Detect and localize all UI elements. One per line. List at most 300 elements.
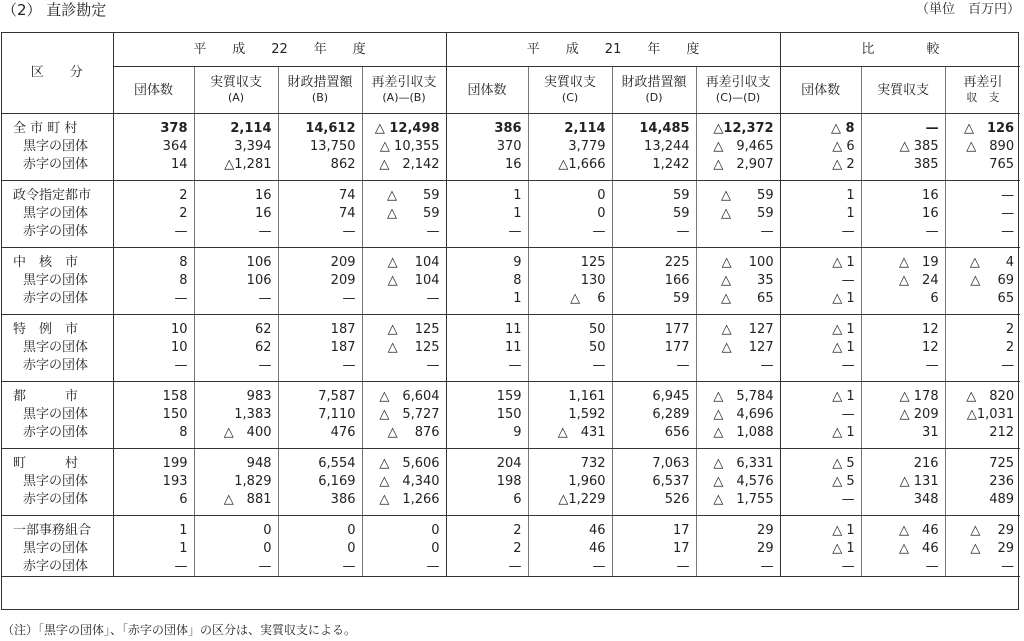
table-cell: 0 bbox=[194, 540, 278, 558]
table-cell: 212 bbox=[945, 424, 1020, 449]
table-cell: △ 104 bbox=[362, 248, 446, 273]
table-cell: 0 bbox=[278, 540, 362, 558]
table-cell: △ 1 bbox=[780, 516, 861, 541]
table-cell: 1 bbox=[780, 205, 861, 223]
table-cell: 370 bbox=[446, 138, 528, 156]
table-cell: 6 bbox=[446, 491, 528, 516]
table-row bbox=[1, 138, 1020, 156]
row-label: 一部事務組合 bbox=[1, 516, 113, 541]
table-cell: 13,750 bbox=[278, 138, 362, 156]
column-header-main: 団体数 bbox=[801, 82, 841, 98]
table-cell: △ 9,465 bbox=[696, 138, 780, 156]
table-cell: 12 bbox=[861, 339, 945, 357]
row-label: 赤字の団体 bbox=[1, 156, 113, 181]
table-cell: △ 125 bbox=[362, 339, 446, 357]
table-row bbox=[1, 473, 1020, 491]
table-cell: 1,242 bbox=[612, 156, 696, 181]
table-cell: 6,289 bbox=[612, 406, 696, 424]
table-cell: 74 bbox=[278, 181, 362, 206]
column-header bbox=[194, 67, 278, 114]
table-cell: 1 bbox=[446, 290, 528, 315]
row-label: 赤字の団体 bbox=[1, 223, 113, 248]
table-cell: △ 4 bbox=[969, 255, 1015, 270]
column-header-main: 財政措置額 bbox=[621, 75, 687, 90]
table-cell: — bbox=[194, 558, 278, 577]
table-cell: — bbox=[113, 357, 194, 382]
table-cell: 159 bbox=[446, 382, 528, 407]
table-cell: — bbox=[278, 558, 362, 577]
column-header-main: 再差引収支 bbox=[371, 75, 437, 90]
table-cell: △1,281 bbox=[194, 156, 278, 181]
data-table bbox=[1, 32, 1020, 577]
table-cell: △ 2 bbox=[780, 156, 861, 181]
table-cell: 6 bbox=[861, 290, 945, 315]
table-cell: △12,372 bbox=[696, 114, 780, 139]
table-row bbox=[1, 424, 1020, 449]
table-cell: 16 bbox=[446, 156, 528, 181]
table-cell: 1 bbox=[780, 181, 861, 206]
table-cell: 10 bbox=[113, 315, 194, 340]
column-header bbox=[278, 67, 362, 114]
column-header-main: 団体数 bbox=[133, 82, 173, 98]
table-cell: △ 1 bbox=[780, 339, 861, 357]
table-cell: 6,554 bbox=[278, 449, 362, 474]
column-header-main: 実質収支 bbox=[877, 82, 930, 98]
table-cell: △ 881 bbox=[194, 491, 278, 516]
table-cell: — bbox=[446, 357, 528, 382]
table-cell: 65 bbox=[945, 290, 1020, 315]
table-cell: △ 209 bbox=[861, 406, 945, 424]
table-cell: 10 bbox=[113, 339, 194, 357]
table-cell: 11 bbox=[446, 339, 528, 357]
table-cell: 8 bbox=[113, 248, 194, 273]
row-label: 赤字の団体 bbox=[1, 558, 113, 577]
column-header-main: 団体数 bbox=[467, 82, 507, 98]
table-cell: △ 876 bbox=[362, 424, 446, 449]
table-cell: △ 59 bbox=[362, 181, 446, 206]
table-cell: 386 bbox=[278, 491, 362, 516]
table-cell: △ 5,784 bbox=[696, 382, 780, 407]
table-cell: △ 19 bbox=[861, 248, 945, 273]
table-cell: — bbox=[780, 558, 861, 577]
table-cell: 2 bbox=[1005, 340, 1015, 355]
table-cell: 1,960 bbox=[528, 473, 612, 491]
table-cell: 2 bbox=[1005, 322, 1015, 337]
table-cell: 385 bbox=[861, 156, 945, 181]
table-cell: △ 59 bbox=[362, 205, 446, 223]
table-cell: △ 6,604 bbox=[362, 382, 446, 407]
table-cell: 7,587 bbox=[278, 382, 362, 407]
table-cell: 656 bbox=[612, 424, 696, 449]
row-label: 黒字の団体 bbox=[1, 138, 113, 156]
table-cell: 46 bbox=[528, 540, 612, 558]
row-label: 黒字の団体 bbox=[1, 406, 113, 424]
table-cell: 348 bbox=[861, 491, 945, 516]
table-row bbox=[1, 339, 1020, 357]
table-cell: — bbox=[113, 290, 194, 315]
table-row bbox=[1, 315, 1020, 340]
column-header-sub: (C)—(D) bbox=[715, 91, 761, 104]
table-cell: 1 bbox=[446, 181, 528, 206]
table-cell: 0 bbox=[362, 540, 446, 558]
table-cell: 106 bbox=[194, 248, 278, 273]
column-header bbox=[528, 67, 612, 114]
table-cell: — bbox=[945, 223, 1020, 248]
table-cell: 0 bbox=[528, 205, 612, 223]
column-header-sub: (A) bbox=[227, 91, 245, 104]
table-cell: 12 bbox=[861, 315, 945, 340]
table-cell: △ 69 bbox=[970, 273, 1015, 288]
table-cell: △ 6 bbox=[780, 138, 861, 156]
table-cell: 11 bbox=[446, 315, 528, 340]
table-cell: — bbox=[861, 114, 945, 139]
table-cell: 1,383 bbox=[194, 406, 278, 424]
table-cell: — bbox=[362, 558, 446, 577]
table-cell: 199 bbox=[113, 449, 194, 474]
table-cell: 177 bbox=[612, 339, 696, 357]
table-cell: △ 2,907 bbox=[696, 156, 780, 181]
table-cell: — bbox=[278, 223, 362, 248]
unit-label: （単位 百万円） bbox=[915, 2, 1020, 17]
column-header-sub: 収 支 bbox=[966, 91, 1000, 104]
table-cell: 6,537 bbox=[612, 473, 696, 491]
table-cell: 862 bbox=[278, 156, 362, 181]
table-cell: — bbox=[780, 223, 861, 248]
table-cell: — bbox=[612, 223, 696, 248]
table-cell: △ 1,266 bbox=[362, 491, 446, 516]
row-label: 赤字の団体 bbox=[1, 357, 113, 382]
table-cell: — bbox=[780, 272, 861, 290]
table-cell: 216 bbox=[861, 449, 945, 474]
table-cell: △ 1 bbox=[780, 424, 861, 449]
table-cell: — bbox=[945, 357, 1020, 382]
table-cell: 1 bbox=[113, 540, 194, 558]
table-cell: 59 bbox=[612, 290, 696, 315]
table-cell: — bbox=[528, 558, 612, 577]
table-cell: △ 131 bbox=[861, 473, 945, 491]
row-label: 赤字の団体 bbox=[1, 290, 113, 315]
table-cell: △ 46 bbox=[861, 540, 945, 558]
table-cell: — bbox=[362, 223, 446, 248]
column-header bbox=[362, 67, 446, 114]
table-cell: 187 bbox=[278, 339, 362, 357]
page-title: （2） 直診勘定 bbox=[2, 1, 107, 19]
table-cell: △ 1 bbox=[780, 540, 861, 558]
table-cell: 9 bbox=[446, 424, 528, 449]
table-cell: △ 6,331 bbox=[696, 449, 780, 474]
table-cell: 378 bbox=[113, 114, 194, 139]
table-cell: △ 10,355 bbox=[362, 138, 446, 156]
table-cell: 489 bbox=[945, 491, 1020, 516]
table-row bbox=[1, 290, 1020, 315]
table-cell: △ 12,498 bbox=[362, 114, 446, 139]
table-row bbox=[1, 406, 1020, 424]
column-header bbox=[113, 67, 194, 114]
table-cell: 16 bbox=[861, 181, 945, 206]
table-cell: 150 bbox=[113, 406, 194, 424]
table-cell: — bbox=[113, 223, 194, 248]
table-cell: △ 400 bbox=[194, 424, 278, 449]
table-cell: — bbox=[780, 491, 861, 516]
table-cell: 526 bbox=[612, 491, 696, 516]
table-cell: △ 126 bbox=[963, 121, 1015, 136]
column-header-main: 実質収支 bbox=[209, 75, 262, 90]
table-cell: 1,161 bbox=[528, 382, 612, 407]
table-cell: — bbox=[194, 223, 278, 248]
footnote: （注）「黒字の団体」、「赤字の団体」の区分は、実質収支による。 bbox=[2, 623, 357, 637]
table-row bbox=[1, 272, 1020, 290]
table-cell: 0 bbox=[194, 516, 278, 541]
table-cell: — bbox=[861, 558, 945, 577]
column-header bbox=[696, 67, 780, 114]
table-cell: 17 bbox=[612, 516, 696, 541]
table-cell: △ 5,606 bbox=[362, 449, 446, 474]
table-cell: △ 5 bbox=[780, 449, 861, 474]
table-cell: — bbox=[1001, 206, 1015, 221]
table-cell: △ 29 bbox=[970, 541, 1015, 556]
table-cell: 209 bbox=[278, 248, 362, 273]
table-cell: — bbox=[194, 357, 278, 382]
table-row bbox=[1, 205, 1020, 223]
table-cell: — bbox=[780, 357, 861, 382]
column-header bbox=[446, 67, 528, 114]
table-cell: △ 6 bbox=[528, 290, 612, 315]
table-cell: △1,666 bbox=[528, 156, 612, 181]
table-cell: 14,612 bbox=[278, 114, 362, 139]
column-header-sub: (D) bbox=[645, 91, 663, 104]
column-header bbox=[612, 67, 696, 114]
table-cell: △ 385 bbox=[861, 138, 945, 156]
row-label: 都 市 bbox=[1, 382, 113, 407]
column-header bbox=[861, 67, 945, 114]
table-cell: 46 bbox=[528, 516, 612, 541]
row-label: 黒字の団体 bbox=[1, 473, 113, 491]
group-header-h21: 平 成 21 年 度 bbox=[446, 32, 780, 67]
table-row bbox=[1, 491, 1020, 516]
table-cell: △ 1,755 bbox=[696, 491, 780, 516]
table-cell: 16 bbox=[194, 205, 278, 223]
table-cell: 1 bbox=[446, 205, 528, 223]
table-cell: 3,394 bbox=[194, 138, 278, 156]
table-cell: △ 59 bbox=[696, 181, 780, 206]
table-cell: 1,592 bbox=[528, 406, 612, 424]
table-cell: △ 431 bbox=[528, 424, 612, 449]
table-cell: — bbox=[945, 558, 1020, 577]
table-cell: 8 bbox=[446, 272, 528, 290]
table-cell: — bbox=[612, 558, 696, 577]
table-cell: — bbox=[446, 223, 528, 248]
table-cell: △1,031 bbox=[966, 407, 1015, 422]
table-cell: 130 bbox=[528, 272, 612, 290]
table-cell: — bbox=[362, 290, 446, 315]
table-cell: — bbox=[696, 223, 780, 248]
table-row bbox=[1, 248, 1020, 273]
table-cell: 765 bbox=[945, 156, 1020, 181]
table-cell: △ 1 bbox=[780, 382, 861, 407]
table-cell: △ 29 bbox=[970, 523, 1015, 538]
table-row bbox=[1, 223, 1020, 248]
table-cell: 6 bbox=[113, 491, 194, 516]
table-cell: — bbox=[1001, 188, 1015, 203]
column-header-sub: (B) bbox=[311, 91, 329, 104]
table-cell: 0 bbox=[528, 181, 612, 206]
row-label: 赤字の団体 bbox=[1, 491, 113, 516]
table-cell: 16 bbox=[194, 181, 278, 206]
table-cell: — bbox=[612, 357, 696, 382]
table-cell: △ 4,576 bbox=[696, 473, 780, 491]
table-cell: — bbox=[446, 558, 528, 577]
table-cell: △ 1 bbox=[780, 248, 861, 273]
row-label: 黒字の団体 bbox=[1, 205, 113, 223]
table-cell: 476 bbox=[278, 424, 362, 449]
table-cell: — bbox=[362, 357, 446, 382]
table-cell: △ 127 bbox=[696, 339, 780, 357]
table-cell: 7,063 bbox=[612, 449, 696, 474]
table-cell: 13,244 bbox=[612, 138, 696, 156]
row-label: 黒字の団体 bbox=[1, 272, 113, 290]
table-cell: 125 bbox=[528, 248, 612, 273]
table-row bbox=[1, 516, 1020, 541]
table-cell: 2 bbox=[446, 516, 528, 541]
table-cell: 725 bbox=[989, 456, 1015, 471]
table-cell: 150 bbox=[446, 406, 528, 424]
table-cell: 74 bbox=[278, 205, 362, 223]
table-row bbox=[1, 156, 1020, 181]
table-cell: 106 bbox=[194, 272, 278, 290]
table-cell: △ 46 bbox=[861, 516, 945, 541]
table-cell: 29 bbox=[696, 540, 780, 558]
column-header bbox=[780, 67, 861, 114]
table-cell: △ 8 bbox=[780, 114, 861, 139]
row-label: 中 核 市 bbox=[1, 248, 113, 273]
table-cell: 8 bbox=[113, 272, 194, 290]
table-cell: △ 1,088 bbox=[696, 424, 780, 449]
table-cell: △ 4,340 bbox=[362, 473, 446, 491]
row-label: 町 村 bbox=[1, 449, 113, 474]
table-cell: 8 bbox=[113, 424, 194, 449]
table-cell: △ 2,142 bbox=[362, 156, 446, 181]
table-cell: 9 bbox=[446, 248, 528, 273]
table-cell: △ 104 bbox=[362, 272, 446, 290]
table-cell: 14,485 bbox=[612, 114, 696, 139]
table-row bbox=[1, 357, 1020, 382]
table-row bbox=[1, 114, 1020, 139]
column-header-sub: (C) bbox=[561, 91, 579, 104]
table-row bbox=[1, 181, 1020, 206]
table-cell: 225 bbox=[612, 248, 696, 273]
row-label: 政令指定都市 bbox=[1, 181, 113, 206]
column-header-main: 再差引 bbox=[963, 75, 1003, 90]
table-row bbox=[1, 382, 1020, 407]
row-label: 全 市 町 村 bbox=[1, 114, 113, 139]
table-cell: 17 bbox=[612, 540, 696, 558]
table-cell: △ 59 bbox=[696, 205, 780, 223]
table-cell: — bbox=[528, 223, 612, 248]
table-cell: △ 178 bbox=[861, 382, 945, 407]
table-cell: 2,114 bbox=[528, 114, 612, 139]
table-cell: △1,229 bbox=[528, 491, 612, 516]
table-cell: 62 bbox=[194, 315, 278, 340]
row-label: 黒字の団体 bbox=[1, 540, 113, 558]
table-cell: △ 820 bbox=[966, 389, 1015, 404]
table-cell: 177 bbox=[612, 315, 696, 340]
table-cell: △ 1 bbox=[780, 315, 861, 340]
table-cell: 31 bbox=[861, 424, 945, 449]
table-cell: △ 24 bbox=[861, 272, 945, 290]
table-cell: 2 bbox=[446, 540, 528, 558]
table-cell: 2 bbox=[113, 205, 194, 223]
table-cell: — bbox=[861, 357, 945, 382]
table-cell: △ 100 bbox=[696, 248, 780, 273]
table-cell: 62 bbox=[194, 339, 278, 357]
table-cell: △ 125 bbox=[362, 315, 446, 340]
table-cell: 0 bbox=[278, 516, 362, 541]
row-label: 黒字の団体 bbox=[1, 339, 113, 357]
table-cell: △ 127 bbox=[696, 315, 780, 340]
table-cell: 948 bbox=[194, 449, 278, 474]
table-cell: △ 35 bbox=[696, 272, 780, 290]
group-header-h22: 平 成 22 年 度 bbox=[113, 32, 446, 67]
table-cell: 59 bbox=[612, 181, 696, 206]
table-cell: — bbox=[780, 406, 861, 424]
table-cell: △ 4,696 bbox=[696, 406, 780, 424]
table-cell: 1,829 bbox=[194, 473, 278, 491]
table-cell: 983 bbox=[194, 382, 278, 407]
category-header: 区 分 bbox=[1, 32, 113, 114]
table-cell: — bbox=[194, 290, 278, 315]
table-row bbox=[1, 540, 1020, 558]
row-label: 特 例 市 bbox=[1, 315, 113, 340]
table-cell: 166 bbox=[612, 272, 696, 290]
table-cell: — bbox=[278, 357, 362, 382]
table-cell: △ 5 bbox=[780, 473, 861, 491]
table-row bbox=[1, 449, 1020, 474]
table-cell: 1 bbox=[113, 516, 194, 541]
table-cell: 6,169 bbox=[278, 473, 362, 491]
table-cell: 2 bbox=[113, 181, 194, 206]
table-cell: △ 5,727 bbox=[362, 406, 446, 424]
table-cell: — bbox=[278, 290, 362, 315]
table-row bbox=[1, 558, 1020, 577]
table-cell: 3,779 bbox=[528, 138, 612, 156]
table-cell: — bbox=[696, 357, 780, 382]
table-cell: 16 bbox=[861, 205, 945, 223]
table-cell: 29 bbox=[696, 516, 780, 541]
table-cell: △ 1 bbox=[780, 290, 861, 315]
table-cell: 2,114 bbox=[194, 114, 278, 139]
table-cell: 50 bbox=[528, 339, 612, 357]
table-cell: 193 bbox=[113, 473, 194, 491]
column-header-main: 実質収支 bbox=[544, 75, 597, 90]
table-cell: — bbox=[696, 558, 780, 577]
table-cell: 236 bbox=[989, 474, 1015, 489]
table-cell: 364 bbox=[113, 138, 194, 156]
table-cell: — bbox=[861, 223, 945, 248]
column-header-main: 再差引収支 bbox=[705, 75, 771, 90]
table-cell: 158 bbox=[113, 382, 194, 407]
table-cell: 7,110 bbox=[278, 406, 362, 424]
table-cell: 209 bbox=[278, 272, 362, 290]
table-cell: 59 bbox=[612, 205, 696, 223]
table-cell: △ 65 bbox=[696, 290, 780, 315]
column-header-main: 財政措置額 bbox=[287, 75, 353, 90]
table-cell: — bbox=[528, 357, 612, 382]
column-header-sub: (A)—(B) bbox=[382, 91, 426, 104]
table-cell: 14 bbox=[113, 156, 194, 181]
table-cell: 732 bbox=[528, 449, 612, 474]
table-cell: 0 bbox=[362, 516, 446, 541]
table-cell: 204 bbox=[446, 449, 528, 474]
